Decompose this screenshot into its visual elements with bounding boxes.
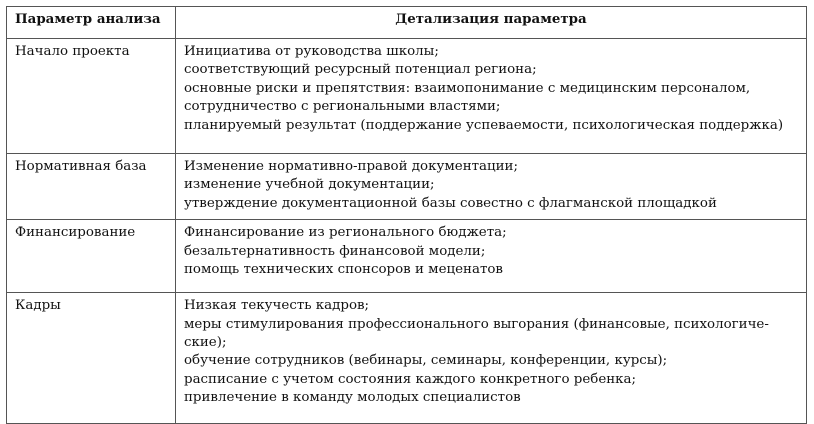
row-details [176, 39, 807, 154]
table-header-row [7, 7, 807, 39]
detail-line: расписание с учетом состояния каждого конкретного ребенка; [184, 371, 637, 387]
detail-line: Финансирование из регионального бюджета; [184, 225, 507, 241]
detail-line: планируемый результат (поддержание успеваемости, психологическая поддержка) [184, 117, 784, 133]
detail-line: соответствующий ресурсный потенциал региона; [184, 62, 537, 78]
detail-line: Инициатива от руководства школы; [184, 44, 439, 59]
row-parameter: Начало проекта [7, 39, 176, 154]
detail-line: изменение учебной документации; [184, 177, 435, 193]
parameter-analysis-table [6, 6, 807, 424]
row-parameter: Кадры [7, 293, 176, 424]
detail-line: меры стимулирования профессионального выгорания (финансовые, психологиче- [184, 316, 769, 332]
detail-line: утверждение документационной базы совестно с флагманской площадкой [184, 195, 717, 211]
detail-line: обучение сотрудников (вебинары, семинары, конференции, курсы); [184, 353, 668, 369]
detail-line: Низкая текучесть кадров; [184, 298, 370, 314]
detail-line: сотрудничество с региональными властями; [184, 99, 501, 115]
header-details: Детализация параметра [176, 7, 807, 39]
row-details [176, 293, 807, 424]
row-parameter: Финансирование [7, 220, 176, 293]
row-parameter: Нормативная база [7, 154, 176, 220]
table-row [7, 293, 807, 424]
table-row [7, 39, 807, 154]
table-container [6, 6, 807, 424]
detail-line: помощь технических спонсоров и меценатов [184, 262, 503, 278]
detail-line: привлечение в команду молодых специалистов [184, 390, 521, 406]
table-row [7, 220, 807, 293]
detail-line: ские); [184, 335, 227, 351]
detail-line: Изменение нормативно-правой документации; [184, 159, 518, 174]
detail-line: основные риски и препятствия: взаимопонимание с медицинским персоналом, [184, 80, 751, 96]
header-parameter: Параметр анализа [7, 7, 176, 39]
detail-line: безальтернативность финансовой модели; [184, 243, 486, 259]
table-row [7, 154, 807, 220]
row-details [176, 220, 807, 293]
row-details [176, 154, 807, 220]
